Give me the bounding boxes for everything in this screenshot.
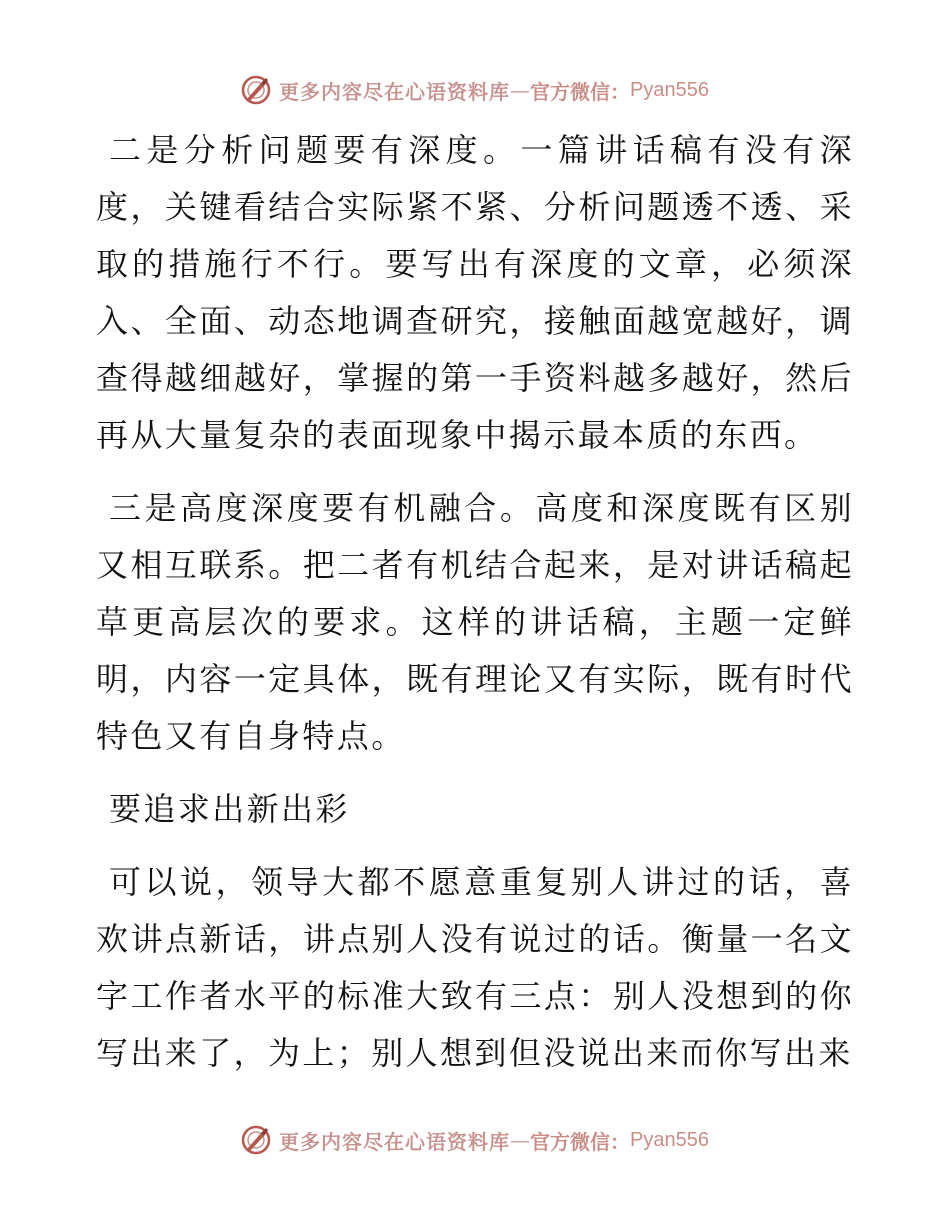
paragraph-depth: 二是分析问题要有深度。一篇讲话稿有没有深度，关键看结合实际紧不紧、分析问题透不透、采取的措施行不行。要写出有深度的文章，必须深入、全面、动态地调查研究，接触面越宽越好，调查得越细越好，掌握的第一手资料越多越好，然后再从大量复杂的表面现象中揭示最本质的东西。 bbox=[96, 131, 854, 454]
watermark-text: 更多内容尽在心语资料库 bbox=[279, 1129, 511, 1154]
footer-watermark bbox=[0, 1120, 950, 1160]
watermark-text: 更多内容尽在心语资料库 bbox=[279, 79, 511, 104]
watermark-dash: — bbox=[510, 1128, 531, 1152]
watermark-wechat-id: Pyan556 bbox=[630, 1128, 709, 1151]
header-watermark bbox=[0, 70, 950, 110]
paragraph-fusion: 三是高度深度要有机融合。高度和深度既有区别又相互联系。把二者有机结合起来，是对讲话稿起草更高层次的要求。这样的讲话稿，主题一定鲜明，内容一定具体，既有理论又有实际，既有时代特色又有自身特点。 bbox=[96, 489, 854, 755]
watermark-wechat-label: 官方微信： bbox=[530, 1129, 631, 1154]
section-heading: 要追求出新出彩 bbox=[109, 790, 350, 828]
watermark-wechat-label: 官方微信： bbox=[530, 79, 631, 104]
document-body bbox=[96, 122, 854, 1098]
paragraph-innovation: 可以说，领导大都不愿意重复别人讲过的话，喜欢讲点新话，讲点别人没有说过的话。衡量一名文字工作者水平的标准大致有三点：别人没想到的你写出来了，为上；别人想到但没说出来而你写出来 bbox=[96, 863, 854, 1072]
watermark-wechat-id: Pyan556 bbox=[630, 78, 709, 101]
pen-logo-icon bbox=[241, 1125, 271, 1155]
pen-logo-icon bbox=[241, 75, 271, 105]
watermark-dash: — bbox=[510, 78, 531, 102]
